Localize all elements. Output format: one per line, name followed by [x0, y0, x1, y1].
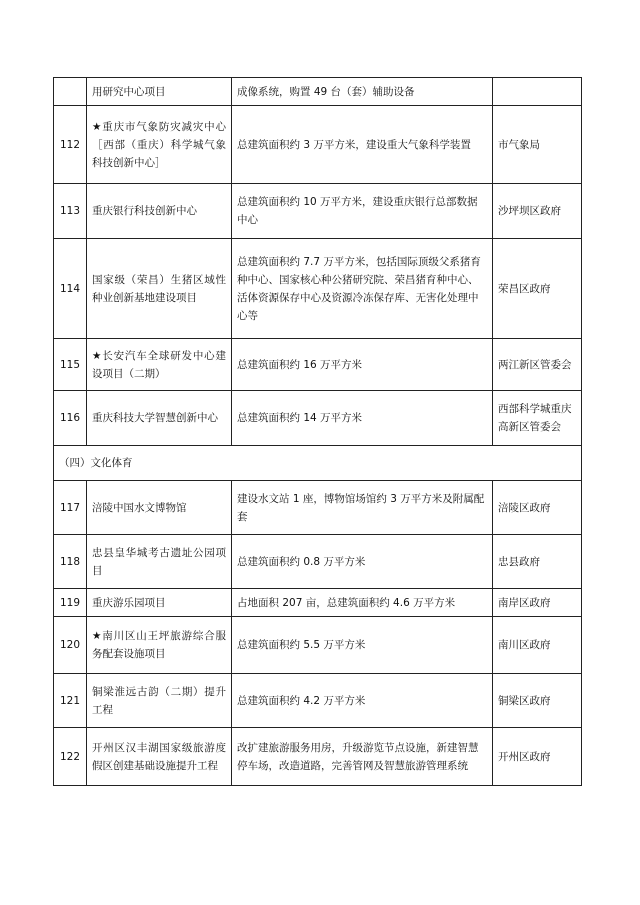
row-number-cell: 112 — [54, 106, 87, 184]
table-row — [54, 674, 582, 728]
row-number-cell: 116 — [54, 391, 87, 446]
row-number-cell: 120 — [54, 617, 87, 674]
project-content-cell: 总建筑面积约 3 万平方米，建设重大气象科学装置 — [232, 106, 493, 184]
responsible-unit-cell: 沙坪坝区政府 — [493, 184, 582, 239]
responsible-unit-cell: 西部科学城重庆高新区管委会 — [493, 391, 582, 446]
project-name-cell: ★重庆市气象防灾减灾中心［西部（重庆）科学城气象科技创新中心］ — [87, 106, 232, 184]
table-row — [54, 239, 582, 339]
project-content-cell: 总建筑面积约 0.8 万平方米 — [232, 535, 493, 589]
project-content-cell: 占地面积 207 亩，总建筑面积约 4.6 万平方米 — [232, 589, 493, 617]
row-number-cell: 121 — [54, 674, 87, 728]
responsible-unit-cell: 涪陵区政府 — [493, 481, 582, 535]
table-row — [54, 589, 582, 617]
section-label: （四）文化体育 — [54, 446, 582, 481]
project-name-cell: 开州区汉丰湖国家级旅游度假区创建基础设施提升工程 — [87, 728, 232, 786]
table-row — [54, 339, 582, 391]
row-number-cell — [54, 78, 87, 106]
project-content-cell: 成像系统，购置 49 台（套）辅助设备 — [232, 78, 493, 106]
project-name-cell: 重庆游乐园项目 — [87, 589, 232, 617]
row-number-cell: 114 — [54, 239, 87, 339]
row-number-cell: 119 — [54, 589, 87, 617]
project-content-cell: 总建筑面积约 7.7 万平方米，包括国际顶级父系猪育种中心、国家核心种公猪研究院、荣昌猪育种中心、活体资源保存中心及资源冷冻保存库、无害化处理中心等 — [232, 239, 493, 339]
responsible-unit-cell: 南川区政府 — [493, 617, 582, 674]
table-row — [54, 184, 582, 239]
project-name-cell: 重庆银行科技创新中心 — [87, 184, 232, 239]
project-name-cell: 国家级（荣昌）生猪区域性种业创新基地建设项目 — [87, 239, 232, 339]
responsible-unit-cell: 铜梁区政府 — [493, 674, 582, 728]
responsible-unit-cell: 南岸区政府 — [493, 589, 582, 617]
project-name-cell: 用研究中心项目 — [87, 78, 232, 106]
project-name-cell: 铜梁淮远古韵（二期）提升工程 — [87, 674, 232, 728]
project-name-cell: ★南川区山王坪旅游综合服务配套设施项目 — [87, 617, 232, 674]
project-content-cell: 建设水文站 1 座，博物馆场馆约 3 万平方米及附属配套 — [232, 481, 493, 535]
table-row — [54, 728, 582, 786]
project-name-cell: 涪陵中国水文博物馆 — [87, 481, 232, 535]
responsible-unit-cell: 市气象局 — [493, 106, 582, 184]
project-content-cell: 总建筑面积约 10 万平方米，建设重庆银行总部数据中心 — [232, 184, 493, 239]
project-name-cell: 重庆科技大学智慧创新中心 — [87, 391, 232, 446]
row-number-cell: 113 — [54, 184, 87, 239]
responsible-unit-cell — [493, 78, 582, 106]
project-content-cell: 总建筑面积约 16 万平方米 — [232, 339, 493, 391]
project-content-cell: 改扩建旅游服务用房，升级游览节点设施，新建智慧停车场，改造道路，完善管网及智慧旅游管理系统 — [232, 728, 493, 786]
table-row — [54, 106, 582, 184]
project-content-cell: 总建筑面积约 14 万平方米 — [232, 391, 493, 446]
responsible-unit-cell: 忠县政府 — [493, 535, 582, 589]
table-row — [54, 535, 582, 589]
table-row — [54, 78, 582, 106]
table-row — [54, 617, 582, 674]
section-header-row — [54, 446, 582, 481]
row-number-cell: 122 — [54, 728, 87, 786]
table-row — [54, 391, 582, 446]
project-name-cell: 忠县皇华城考古遗址公园项目 — [87, 535, 232, 589]
project-content-cell: 总建筑面积约 5.5 万平方米 — [232, 617, 493, 674]
project-content-cell: 总建筑面积约 4.2 万平方米 — [232, 674, 493, 728]
project-table — [53, 77, 582, 786]
responsible-unit-cell: 两江新区管委会 — [493, 339, 582, 391]
row-number-cell: 117 — [54, 481, 87, 535]
row-number-cell: 115 — [54, 339, 87, 391]
responsible-unit-cell: 荣昌区政府 — [493, 239, 582, 339]
row-number-cell: 118 — [54, 535, 87, 589]
project-table-body — [54, 78, 582, 786]
project-name-cell: ★长安汽车全球研发中心建设项目（二期） — [87, 339, 232, 391]
table-row — [54, 481, 582, 535]
responsible-unit-cell: 开州区政府 — [493, 728, 582, 786]
